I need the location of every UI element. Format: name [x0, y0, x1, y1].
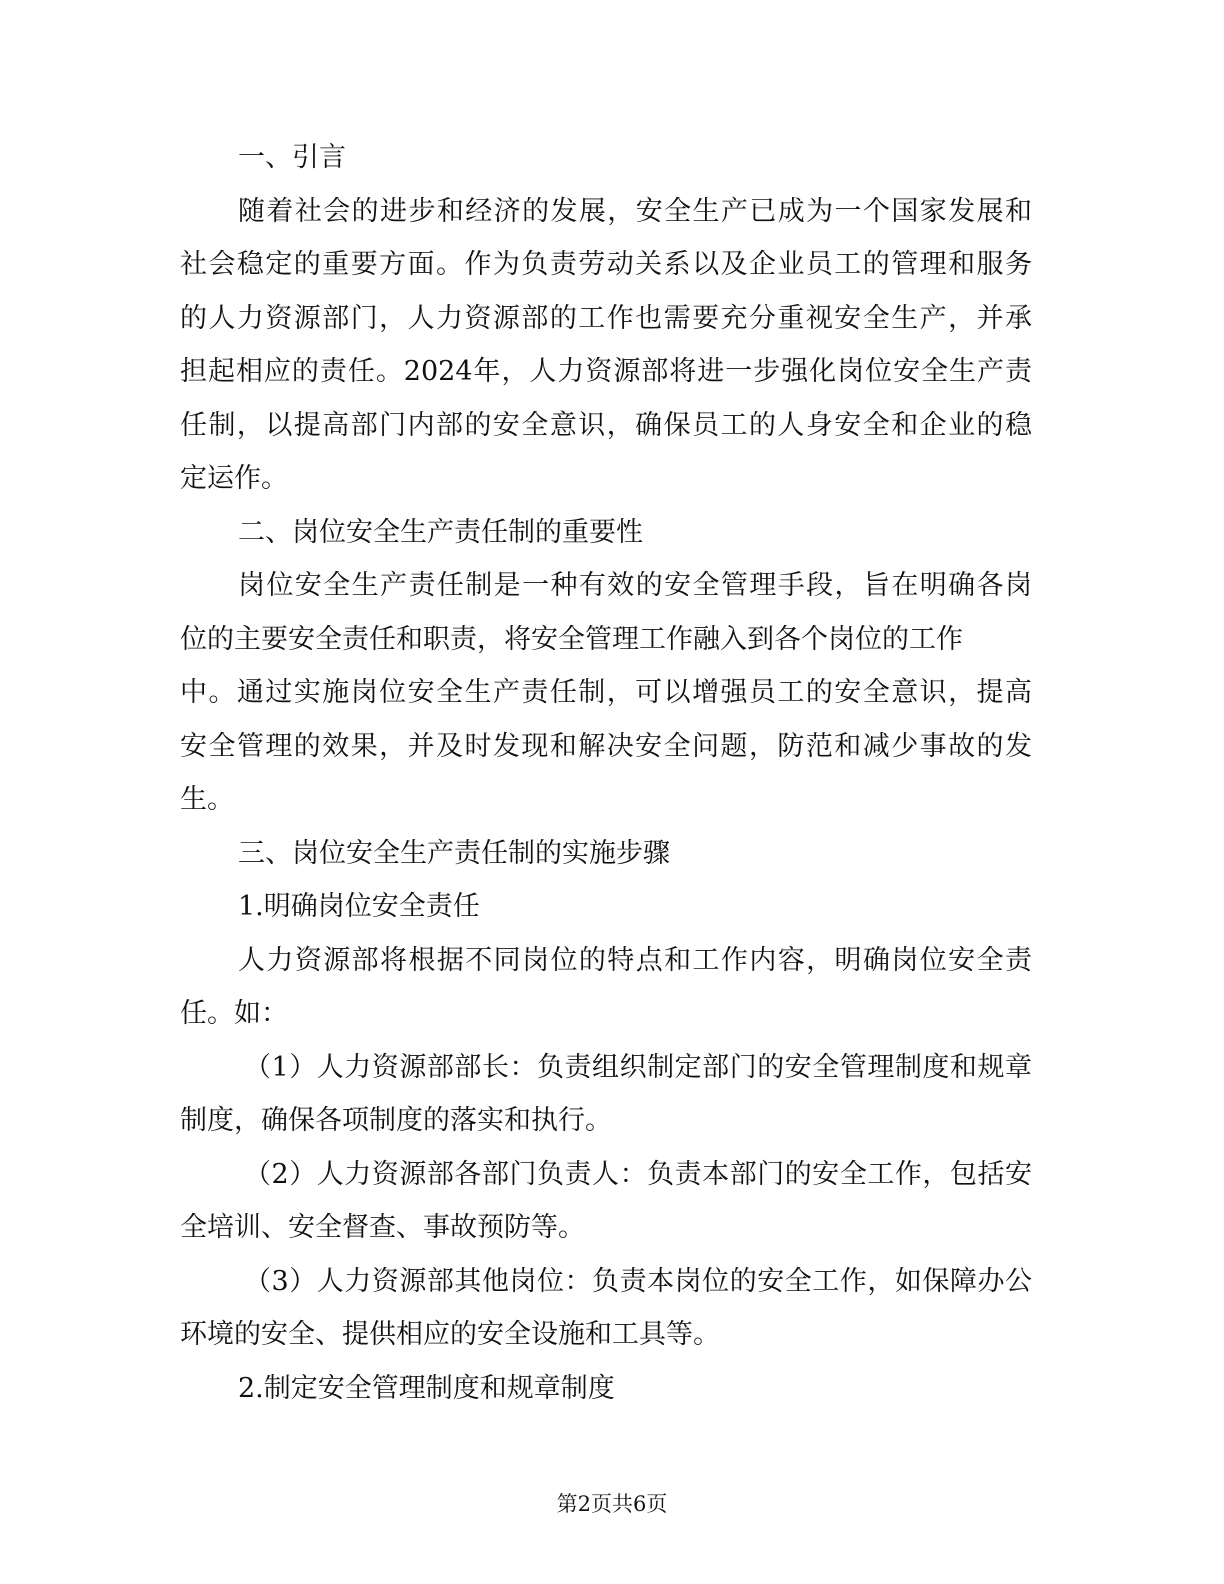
list-item-line: （2）人力资源部各部门负责人：负责本部门的安全工作，包括安	[244, 1158, 1032, 1190]
document-body	[180, 131, 1032, 1415]
paragraph-line: 任。如：	[180, 998, 288, 1029]
section-heading-introduction: 一、引言	[238, 142, 346, 173]
section-heading-implementation: 三、岗位安全生产责任制的实施步骤	[238, 837, 670, 869]
page-number-footer: 第2页共6页	[556, 1492, 668, 1516]
list-item-line: 全培训、安全督查、事故预防等。	[180, 1212, 585, 1243]
paragraph-line: 安全管理的效果，并及时发现和解决安全问题，防范和减少事故的发	[180, 730, 1032, 762]
list-item-line: 制度，确保各项制度的落实和执行。	[180, 1105, 612, 1136]
list-item-line: 环境的安全、提供相应的安全设施和工具等。	[180, 1319, 720, 1350]
paragraph-line: 位的主要安全责任和职责，将安全管理工作融入到各个岗位的工作	[180, 623, 963, 655]
subsection-heading: 1.明确岗位安全责任	[238, 891, 480, 922]
paragraph-line: 定运作。	[180, 463, 288, 494]
list-item-line: （3）人力资源部其他岗位：负责本岗位的安全工作，如保障办公	[244, 1265, 1032, 1297]
paragraph-line: 任制，以提高部门内部的安全意识，确保员工的人身安全和企业的稳	[180, 409, 1032, 441]
paragraph-line: 担起相应的责任。2024年，人力资源部将进一步强化岗位安全生产责	[180, 356, 1032, 387]
paragraph-line: 生。	[180, 784, 234, 815]
paragraph-line: 中。通过实施岗位安全生产责任制，可以增强员工的安全意识，提高	[180, 677, 1032, 708]
paragraph-line: 人力资源部将根据不同岗位的特点和工作内容，明确岗位安全责	[238, 944, 1032, 976]
paragraph-line: 的人力资源部门，人力资源部的工作也需要充分重视安全生产，并承	[180, 302, 1032, 334]
paragraph-line: 岗位安全生产责任制是一种有效的安全管理手段，旨在明确各岗	[238, 570, 1032, 601]
paragraph-line: 随着社会的进步和经济的发展，安全生产已成为一个国家发展和	[238, 195, 1032, 227]
paragraph-line: 社会稳定的重要方面。作为负责劳动关系以及企业员工的管理和服务	[180, 249, 1032, 280]
list-item-line: （1）人力资源部部长：负责组织制定部门的安全管理制度和规章	[244, 1051, 1032, 1083]
subsection-heading: 2.制定安全管理制度和规章制度	[238, 1372, 615, 1404]
section-heading-importance: 二、岗位安全生产责任制的重要性	[238, 516, 643, 548]
